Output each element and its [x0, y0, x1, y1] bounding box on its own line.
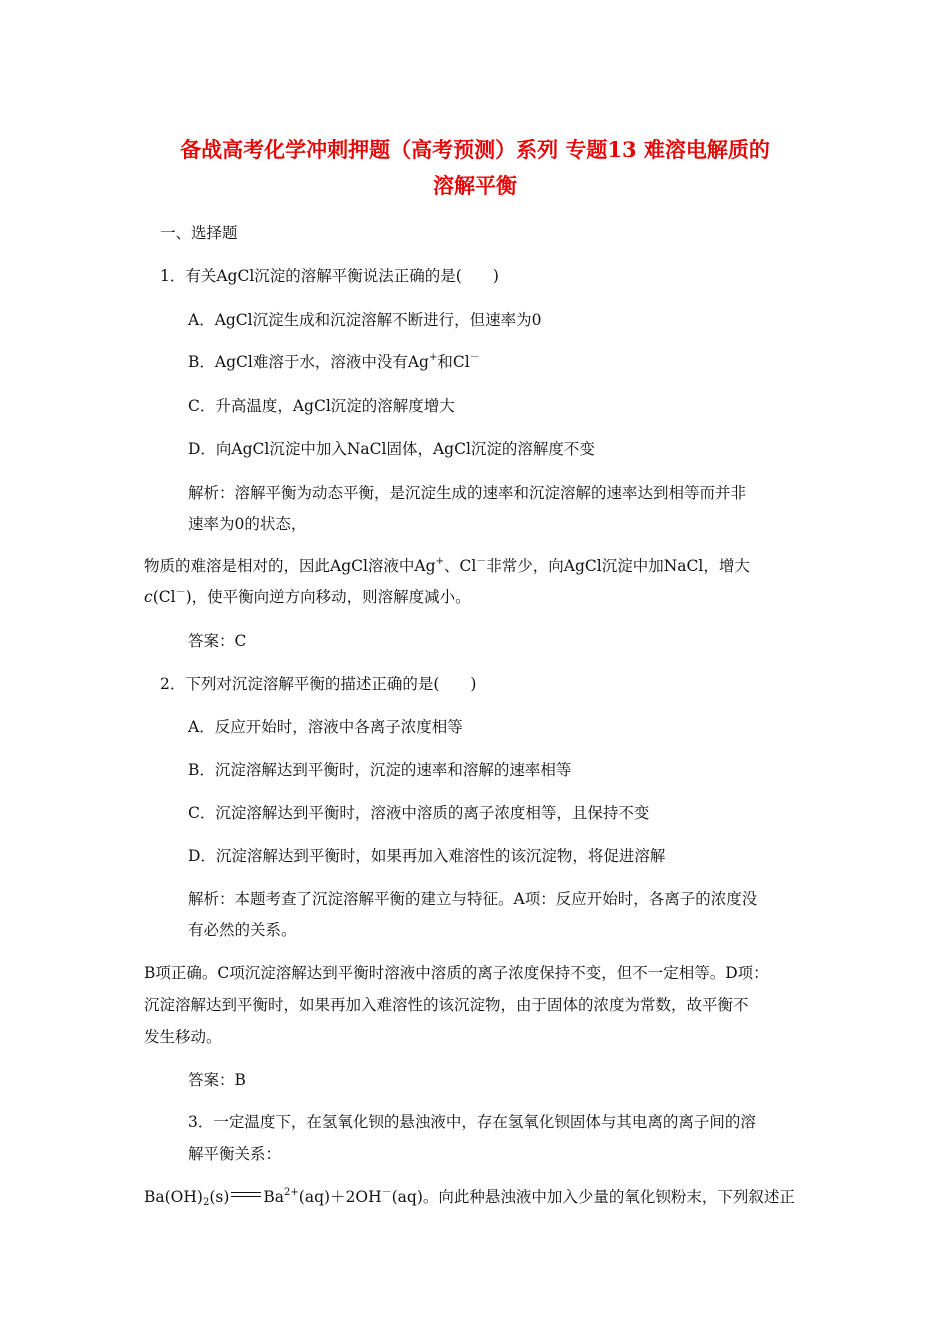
document-title-line-2: 溶解平衡 [433, 173, 517, 198]
q1-option-d: D．向AgCl沉淀中加入NaCl固体，AgCl沉淀的溶解度不变 [188, 440, 595, 458]
section-heading: 一、选择题 [160, 224, 238, 242]
q1-option-b: B．AgCl难溶于水，溶液中没有Ag+和Cl－ [188, 352, 480, 371]
q2-analysis-continued-3: 发生移动。 [144, 1028, 222, 1046]
q2-option-d: D．沉淀溶解达到平衡时，如果再加入难溶性的该沉淀物，将促进溶解 [188, 847, 666, 865]
q1-option-a: A．AgCl沉淀生成和沉淀溶解不断进行，但速率为0 [188, 311, 542, 329]
q2-analysis-line-2: 有必然的关系。 [188, 921, 297, 939]
q1-analysis-continued-2: c(Cl－)，使平衡向逆方向移动，则溶解度减小。 [144, 587, 471, 606]
q2-stem: 2．下列对沉淀溶解平衡的描述正确的是( ) [160, 675, 477, 693]
q1-answer: 答案：C [188, 632, 247, 650]
q2-option-b: B．沉淀溶解达到平衡时，沉淀的速率和溶解的速率相等 [188, 761, 572, 779]
q2-answer: 答案：B [188, 1071, 246, 1089]
q1-analysis-continued-1: 物质的难溶是相对的，因此AgCl溶液中Ag+、Cl－非常少，向AgCl沉淀中加NaCl，增大 [144, 556, 750, 575]
q1-analysis-line-1: 解析：溶解平衡为动态平衡，是沉淀生成的速率和沉淀溶解的速率达到相等而并非 [188, 484, 747, 502]
q2-option-c: C．沉淀溶解达到平衡时，溶液中溶质的离子浓度相等，且保持不变 [188, 804, 650, 822]
equilibrium-arrow-icon [229, 1189, 263, 1201]
q3-stem-line-1: 3．一定温度下，在氢氧化钡的悬浊液中，存在氢氧化钡固体与其电离的离子间的溶 [188, 1113, 756, 1131]
q2-analysis-line-1: 解析：本题考查了沉淀溶解平衡的建立与特征。A项：反应开始时，各离子的浓度没 [188, 890, 758, 908]
q3-equation-line: $Ba(OH)_2(s)$ $Ba^{2+}(aq)+2OH^-(aq)$。向此种悬浊液中加入少量的氧化钡粉末，下列叙述正 [144, 1187, 795, 1208]
q2-analysis-continued-2: 沉淀溶解达到平衡时，如果再加入难溶性的该沉淀物，由于固体的浓度为常数，故平衡不 [144, 996, 749, 1014]
document-title-line-1: 备战高考化学冲刺押题（高考预测）系列 专题13 难溶电解质的 [180, 137, 770, 162]
q2-analysis-continued-1: B项正确。C项沉淀溶解达到平衡时溶液中溶质的离子浓度保持不变，但不一定相等。D项： [144, 964, 769, 982]
q2-option-a: A．反应开始时，溶液中各离子浓度相等 [188, 718, 463, 736]
q1-analysis-line-2: 速率为0的状态， [188, 515, 307, 533]
q1-option-c: C．升高温度，AgCl沉淀的溶解度增大 [188, 397, 455, 415]
q1-stem: 1．有关AgCl沉淀的溶解平衡说法正确的是( ) [160, 267, 499, 285]
q3-stem-line-2: 解平衡关系： [188, 1145, 282, 1163]
